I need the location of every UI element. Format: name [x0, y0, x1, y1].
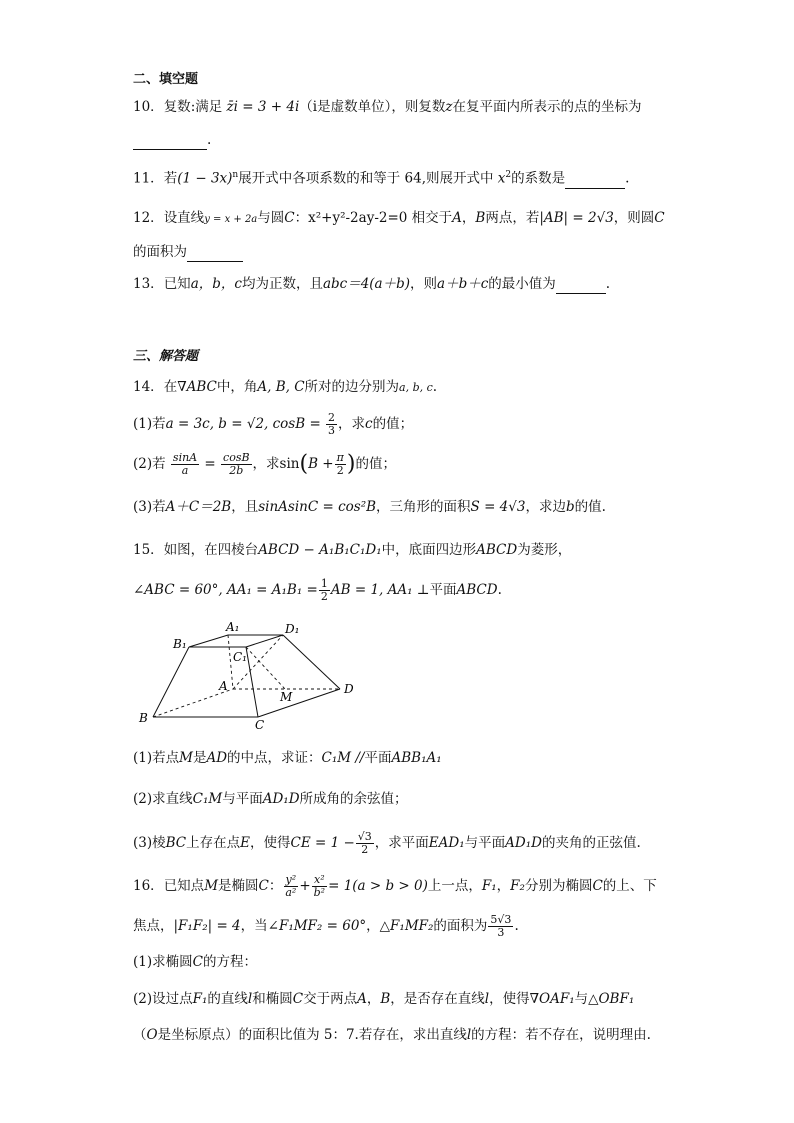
question-16: 16．已知点M是椭圆C： $\frac{\text{y²}}{\text{a²}}$ + $\frac{\text{x²}}{\text{b²}}$ = 1(a > b > 0)上一点，F₁，F₂分别为椭圆C的上、下 — [133, 873, 657, 899]
question-16-line-2: 焦点，|F₁F₂| = 4，当∠F₁MF₂ = 60°，△F₁MF₂的面积为 $\frac{5√3}{3}$ . — [133, 913, 519, 939]
section-title-solutions: 三、解答题 — [133, 349, 199, 364]
question-16-part-2: (2)设过点F₁的直线l和椭圆C交于两点A，B，是否存在直线l，使得∇OAF₁与△OBF₁ — [133, 991, 635, 1007]
question-15-part-2: (2)求直线C₁M与平面AD₁D所成角的余弦值； — [133, 791, 408, 807]
frustum-diagram — [133, 620, 373, 732]
question-15-conditions: ∠ABC = 60°, AA₁ = A₁B₁ = $\frac{1}{2}$ AB = 1, AA₁ ⊥平面ABCD. — [133, 577, 502, 603]
label-D1: D₁ — [285, 622, 300, 636]
label-B: B — [139, 711, 148, 725]
question-16-part-2-cont: （O是坐标原点）的面积比值为 5：7.若存在，求出直线l的方程：若不存在，说明理由. — [133, 1027, 651, 1043]
question-12: 12．设直线y = x + 2a与圆C：x²+y²-2ay-2=0 相交于A，B两点，若|AB| = 2√3，则圆C — [133, 210, 665, 226]
frustum-figure — [133, 620, 373, 736]
label-A: A — [219, 679, 228, 693]
answer-blank[interactable] — [556, 279, 606, 294]
label-M: M — [280, 690, 293, 704]
answer-blank[interactable] — [565, 174, 625, 189]
question-15-part-3: (3)棱BC上存在点E，使得CE = 1 − $\frac{√3}{2}$ ，求平面EAD₁与平面AD₁D的夹角的正弦值. — [133, 830, 641, 856]
question-14-part-1: (1)若a = 3c, b = √2, cosB = $\frac{2}{3}$ ，求c的值； — [133, 411, 414, 437]
question-14-part-3: (3)若A＋C＝2B，且sinAsinC = cos²B，三角形的面积S = 4√3，求边b的值. — [133, 499, 606, 515]
question-12-line-2: 的面积为 — [133, 242, 243, 262]
label-B1: B₁ — [173, 637, 187, 651]
question-14-part-2: (2)若 $\frac{\sin A}{a}$ = $\frac{\cos B}{2b}$ ，求sin(B + $\frac{\pi}{2}$ )的值； — [133, 451, 396, 477]
question-13: 13．已知a，b，c均为正数，且abc＝4(a＋b)，则a＋b＋c的最小值为 . — [133, 276, 611, 292]
section-title-fill-in: 二、填空题 — [133, 72, 199, 87]
label-A1: A₁ — [226, 620, 240, 634]
answer-blank[interactable] — [187, 247, 243, 262]
question-15: 15．如图，在四棱台ABCD − A₁B₁C₁D₁中，底面四边形ABCD为菱形， — [133, 542, 572, 558]
question-14: 14．在∇ABC中，角A, B, C所对的边分别为a, b, c. — [133, 379, 438, 395]
question-15-part-1: (1)若点M是AD的中点，求证：C₁M //平面ABB₁A₁ — [133, 750, 442, 766]
label-C: C — [255, 718, 265, 732]
question-10: 10．复数:满足 z̄i = 3 + 4i（i是虚数单位），则复数z在复平面内所表示的点的坐标为 — [133, 99, 642, 115]
answer-blank[interactable] — [133, 135, 207, 150]
label-C1: C₁ — [233, 650, 247, 664]
question-16-part-1: (1)求椭圆C的方程： — [133, 954, 257, 970]
question-11: 11．若$(1 - 3x)^n$展开式中各项系数的和等于 64,则展开式中 $x^2$的系数是 . — [133, 170, 630, 187]
question-10-answer-line: . — [133, 130, 211, 150]
label-D: D — [344, 682, 354, 696]
